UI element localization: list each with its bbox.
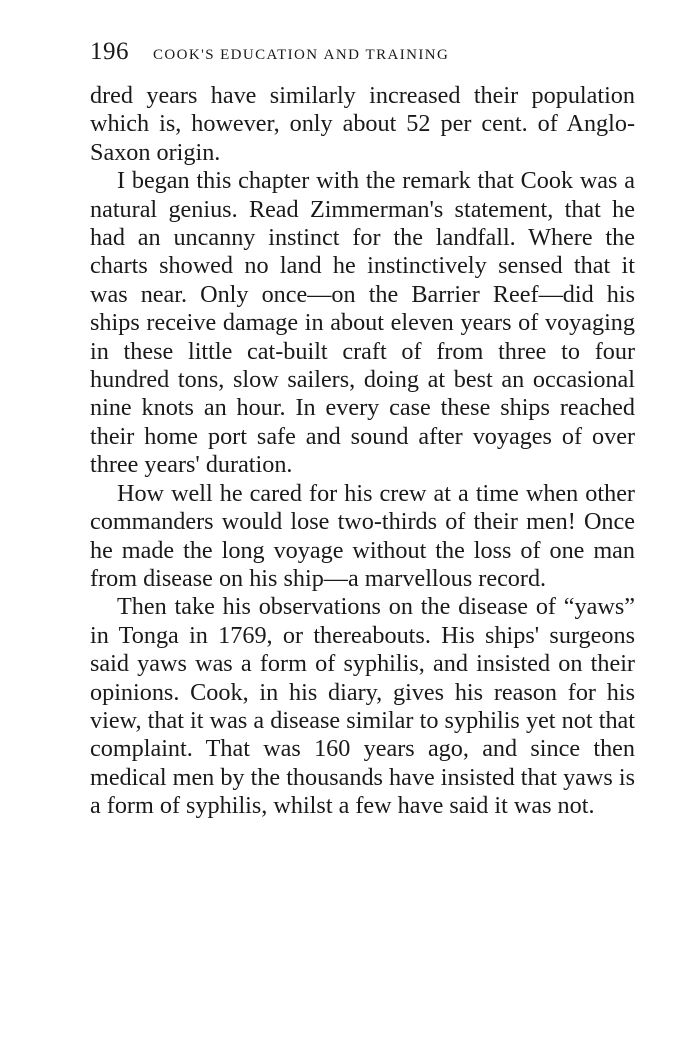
paragraph-yaws: Then take his observations on the disease of “yaws” in Tonga in 1769, or thereabouts. His ships' surgeons said yaws was a form of syphilis, and insisted on their opinions. Cook, in his diary, gives his reason for his view, that it was a disease similar to syphilis yet not that complaint. That was 160 years ago, and since then medical men by the thousands have insisted that yaws is a form of syphilis, whilst a few have said it was not. (90, 593, 635, 820)
paragraph-continued: dred years have similarly increased their population which is, however, only about 52 per cent. of Anglo-Saxon origin. (90, 82, 635, 166)
running-head (90, 38, 635, 72)
paragraph-crew-care: How well he cared for his crew at a time when other commanders would lose two-thirds of their men! Once he made the long voyage without the loss of one man from disease on his ship—a marvellous record. (90, 479, 635, 592)
page-number: 196 (90, 38, 129, 65)
running-title: cook's education and training (153, 40, 450, 64)
book-page (90, 38, 635, 821)
paragraph-natural-genius: I began this chapter with the remark that Cook was a natural genius. Read Zimmerman's statement, that he had an uncanny instinct for the landfall. Where the charts showed no land he instinctively sensed that it was near. Only once—on the Barrier Reef—did his ships receive damage in about eleven years of voyaging in these little cat-built craft of from three to four hundred tons, slow sailers, doing at best an occasional nine knots an hour. In every case these ships reached their home port safe and sound after voyages of over three years' duration. (90, 167, 635, 479)
body-text (90, 82, 635, 821)
